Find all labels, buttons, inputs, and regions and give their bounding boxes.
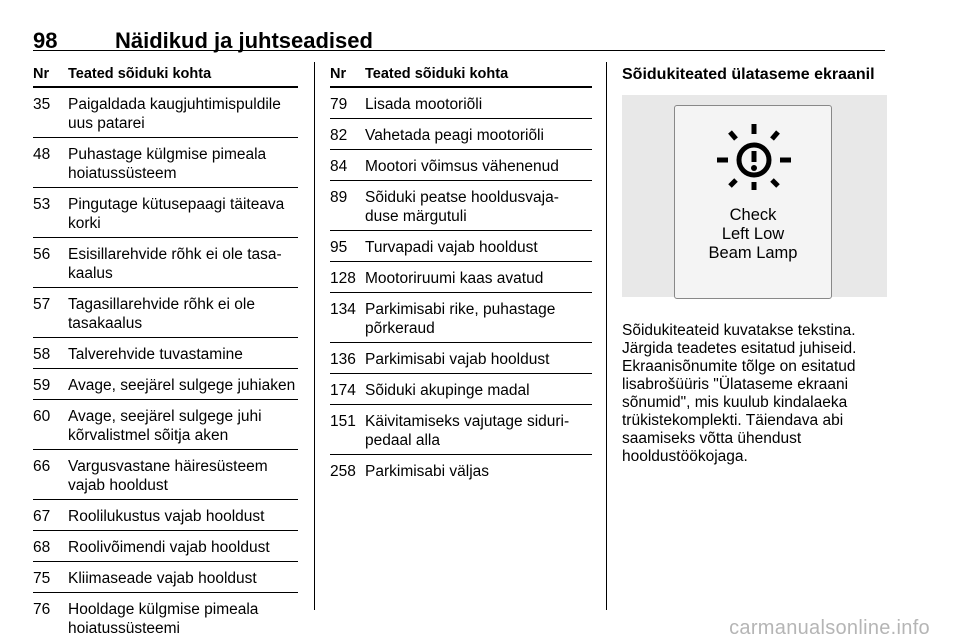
display-line: Left Low xyxy=(721,225,785,243)
message-text: Avage, seejärel sulgege juhi kõrvalistmel sõitja aken xyxy=(68,408,262,444)
message-text: Käivitamiseks vajutage siduri-pedaal alla xyxy=(365,413,570,449)
display-screen xyxy=(674,105,832,299)
message-number: 48 xyxy=(33,146,51,163)
message-number: 67 xyxy=(33,508,51,525)
message-number: 134 xyxy=(330,301,356,318)
message-number: 68 xyxy=(33,539,51,556)
message-number: 58 xyxy=(33,346,51,363)
message-text: Roolilukustus vajab hooldust xyxy=(68,508,265,525)
column-divider xyxy=(606,62,607,610)
table-row xyxy=(33,593,298,642)
display-line: Beam Lamp xyxy=(708,244,798,262)
message-text: Parkimisabi vajab hooldust xyxy=(365,351,550,368)
message-text: Kliimaseade vajab hooldust xyxy=(68,570,257,587)
table-row xyxy=(33,562,298,593)
message-text: Mootoriruumi kaas avatud xyxy=(365,270,544,287)
table-row xyxy=(330,88,592,119)
message-number: 35 xyxy=(33,96,51,113)
table-row xyxy=(33,288,298,338)
column-header-nr: Nr xyxy=(330,66,347,82)
table-header xyxy=(33,66,298,88)
table-row xyxy=(33,500,298,531)
table-row xyxy=(330,343,592,374)
table-row xyxy=(330,150,592,181)
message-number: 258 xyxy=(330,463,356,480)
message-number: 79 xyxy=(330,96,348,113)
table-row xyxy=(33,88,298,138)
table-row xyxy=(330,405,592,455)
message-text: Parkimisabi rike, puhastage põrkeraud xyxy=(365,301,556,337)
message-number: 82 xyxy=(330,127,348,144)
message-text: Parkimisabi väljas xyxy=(365,463,490,480)
table-row xyxy=(33,238,298,288)
table-row xyxy=(33,400,298,450)
upper-display-section xyxy=(622,66,887,465)
display-line: Check xyxy=(729,206,777,224)
message-number: 136 xyxy=(330,351,356,368)
message-text: Sõiduki peatse hooldusvaja-duse märgutuli xyxy=(365,189,559,225)
column-divider xyxy=(314,62,315,610)
page-header xyxy=(33,28,885,51)
message-text: Vahetada peagi mootoriõli xyxy=(365,127,544,144)
message-number: 84 xyxy=(330,158,348,175)
message-text: Mootori võimsus vähenenud xyxy=(365,158,559,175)
message-text: Pingutage kütusepaagi täiteava korki xyxy=(68,196,285,232)
page-number: 98 xyxy=(33,28,58,53)
display-illustration xyxy=(622,95,887,297)
message-number: 174 xyxy=(330,382,356,399)
message-number: 57 xyxy=(33,296,51,313)
watermark: carmanualsonline.info xyxy=(729,617,930,639)
message-text: Paigaldada kaugjuhtimispuldile uus patarei xyxy=(68,96,281,132)
table-row xyxy=(330,293,592,343)
table-row xyxy=(33,138,298,188)
message-text: Puhastage külgmise pimeala hoiatussüsteem xyxy=(68,146,267,182)
section-paragraph: Sõidukiteateid kuvatakse tekstina. Järgida teadetes esitatud juhiseid. Ekraanisõnumite tõlge on esitatud lisabrošüüris "Ülataseme ekraani sõnumid", mis kuulub kindalaeka trükistekomplekti. Täiendava abi saamiseks võtta ühendust hooldustöökojaga. xyxy=(622,322,857,465)
column-header-nr: Nr xyxy=(33,66,50,82)
page-title: Näidikud ja juhtseadised xyxy=(115,28,373,53)
message-text: Vargusvastane häiresüsteem vajab hooldust xyxy=(68,458,268,494)
message-text: Hooldage külgmise pimeala hoiatussüsteemi xyxy=(68,601,259,637)
table-header xyxy=(330,66,592,88)
table-row xyxy=(33,369,298,400)
message-number: 75 xyxy=(33,570,51,587)
table-row xyxy=(33,531,298,562)
table-row xyxy=(33,188,298,238)
section-title: Sõidukiteated ülataseme ekraanil xyxy=(622,66,875,83)
table-row xyxy=(330,119,592,150)
message-number: 59 xyxy=(33,377,51,394)
message-number: 76 xyxy=(33,601,51,618)
table-row xyxy=(330,455,592,485)
message-text: Roolivõimendi vajab hooldust xyxy=(68,539,270,556)
message-number: 89 xyxy=(330,189,348,206)
message-number: 56 xyxy=(33,246,51,263)
table-row xyxy=(330,231,592,262)
lamp-warning-icon xyxy=(715,120,793,194)
message-number: 151 xyxy=(330,413,356,430)
table-row xyxy=(33,450,298,500)
message-text: Lisada mootoriõli xyxy=(365,96,483,113)
message-number: 53 xyxy=(33,196,51,213)
table-row xyxy=(330,181,592,231)
message-text: Turvapadi vajab hooldust xyxy=(365,239,538,256)
message-text: Avage, seejärel sulgege juhiaken xyxy=(68,377,296,394)
message-number: 95 xyxy=(330,239,348,256)
table-row xyxy=(330,374,592,405)
message-text: Tagasillarehvide rõhk ei ole tasakaalus xyxy=(68,296,255,332)
table-row xyxy=(33,338,298,369)
column-header-text: Teated sõiduki kohta xyxy=(365,66,509,82)
message-number: 128 xyxy=(330,270,356,287)
table-row xyxy=(330,262,592,293)
message-number: 66 xyxy=(33,458,51,475)
message-table-2 xyxy=(330,66,592,485)
message-table-1 xyxy=(33,66,298,642)
message-text: Esisillarehvide rõhk ei ole tasa-kaalus xyxy=(68,246,282,282)
column-header-text: Teated sõiduki kohta xyxy=(68,66,212,82)
message-text: Sõiduki akupinge madal xyxy=(365,382,530,399)
message-number: 60 xyxy=(33,408,51,425)
message-text: Talverehvide tuvastamine xyxy=(68,346,243,363)
